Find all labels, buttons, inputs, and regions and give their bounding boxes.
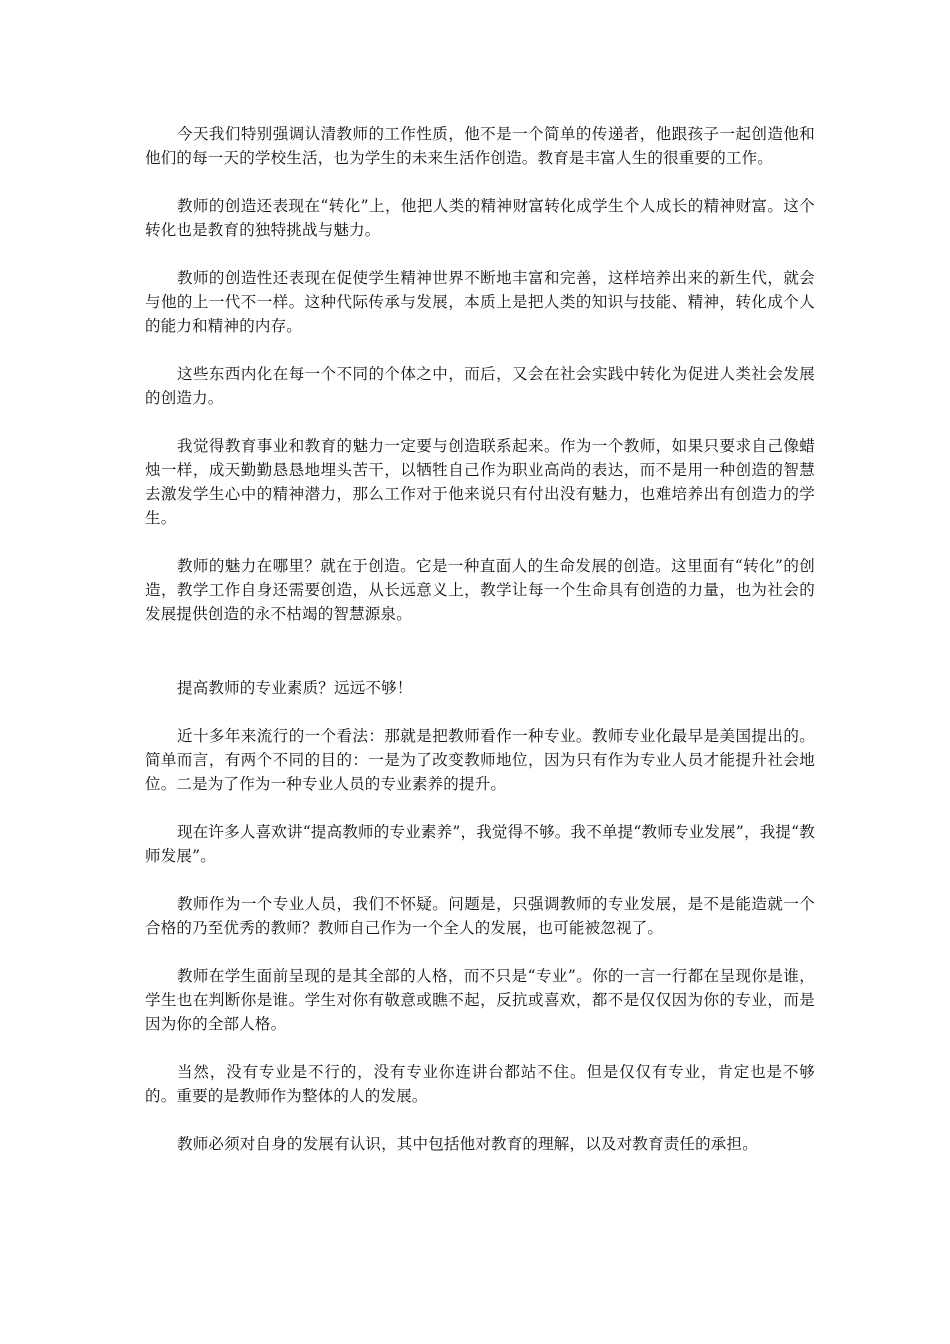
section-paragraph-1: 近十多年来流行的一个看法：那就是把教师看作一种专业。教师专业化最早是美国提出的。简单而言，有两个不同的目的：一是为了改变教师地位，因为只有作为专业人员才能提升社会地位。二是为了作为一种专业人员的专业素养的提升。 bbox=[145, 727, 815, 793]
document-page bbox=[145, 122, 815, 1156]
section-heading: 提高教师的专业素质？远远不够！ bbox=[177, 679, 413, 697]
paragraph-6: 教师的魅力在哪里？就在于创造。它是一种直面人的生命发展的创造。这里面有“转化”的创造，教学工作自身还需要创造，从长远意义上，教学让每一个生命具有创造的力量，也为社会的发展提供创造的永不枯竭的智慧源泉。 bbox=[145, 557, 815, 623]
paragraph-1: 今天我们特别强调认清教师的工作性质，他不是一个简单的传递者，他跟孩子一起创造他和他们的每一天的学校生活，也为学生的未来生活作创造。教育是丰富人生的很重要的工作。 bbox=[145, 125, 815, 167]
paragraph-3: 教师的创造性还表现在促使学生精神世界不断地丰富和完善，这样培养出来的新生代，就会与他的上一代不一样。这种代际传承与发展，本质上是把人类的知识与技能、精神，转化成个人的能力和精神的内存。 bbox=[145, 269, 815, 335]
section-paragraph-2: 现在许多人喜欢讲“提高教师的专业素养”，我觉得不够。我不单提“教师专业发展”，我提“教师发展”。 bbox=[145, 823, 815, 865]
paragraph-2: 教师的创造还表现在“转化”上，他把人类的精神财富转化成学生个人成长的精神财富。这个转化也是教育的独特挑战与魅力。 bbox=[145, 197, 815, 239]
section-paragraph-6: 教师必须对自身的发展有认识，其中包括他对教育的理解，以及对教育责任的承担。 bbox=[177, 1135, 758, 1153]
section-paragraph-4: 教师在学生面前呈现的是其全部的人格，而不只是“专业”。你的一言一行都在呈现你是谁，学生也在判断你是谁。学生对你有敬意或瞧不起，反抗或喜欢，都不是仅仅因为你的专业，而是因为你的全部人格。 bbox=[145, 967, 815, 1033]
section-paragraph-3: 教师作为一个专业人员，我们不怀疑。问题是，只强调教师的专业发展，是不是能造就一个合格的乃至优秀的教师？教师自己作为一个全人的发展，也可能被忽视了。 bbox=[145, 895, 815, 937]
paragraph-4: 这些东西内化在每一个不同的个体之中，而后，又会在社会实践中转化为促进人类社会发展的创造力。 bbox=[145, 365, 815, 407]
section-paragraph-5: 当然，没有专业是不行的，没有专业你连讲台都站不住。但是仅仅有专业，肯定也是不够的。重要的是教师作为整体的人的发展。 bbox=[145, 1063, 815, 1105]
paragraph-5: 我觉得教育事业和教育的魅力一定要与创造联系起来。作为一个教师，如果只要求自己像蜡烛一样，成天勤勤恳恳地埋头苦干，以牺牲自己作为职业高尚的表达，而不是用一种创造的智慧去激发学生心中的精神潜力，那么工作对于他来说只有付出没有魅力，也难培养出有创造力的学生。 bbox=[145, 437, 815, 527]
